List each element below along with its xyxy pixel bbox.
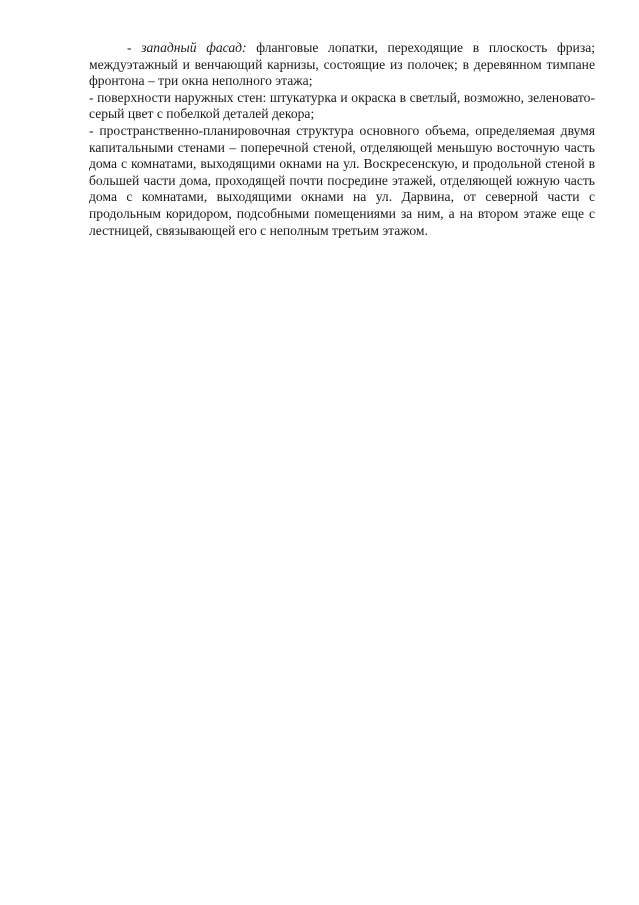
paragraph-planning-structure: - пространственно-планировочная структура основного объема, определяемая двумя капитальными стенами – поперечной стеной, отделяющей меньшую восточную часть дома с комнатами, выходящими окнами на ул. Воскресенскую, и продольной стеной в большей части дома, проходящей почти посредине этажей, отделяющей южную часть дома с комнатами, выходящими окнами на ул. Дарвина, от северной части с продольным коридором, подсобными помещениями за ним, а на втором этаже еще с лестницей, связывающей его с неполным третьим этажом. xyxy=(89,122,595,238)
paragraph-wall-surfaces: - поверхности наружных стен: штукатурка и окраска в светлый, возможно, зеленовато-серый цвет с побелкой деталей декора; xyxy=(89,89,595,122)
west-facade-text: фланговые лопатки, переходящие в плоскость фриза; междуэтажный и венчающий карнизы, состоящие из полочек; в деревянном тимпане фронтона – три окна неполного этажа; xyxy=(89,40,596,89)
bullet-dash: - xyxy=(127,40,142,55)
west-facade-heading: западный фасад: xyxy=(141,40,247,55)
paragraph-west-facade xyxy=(89,40,595,90)
document-text xyxy=(89,40,595,239)
